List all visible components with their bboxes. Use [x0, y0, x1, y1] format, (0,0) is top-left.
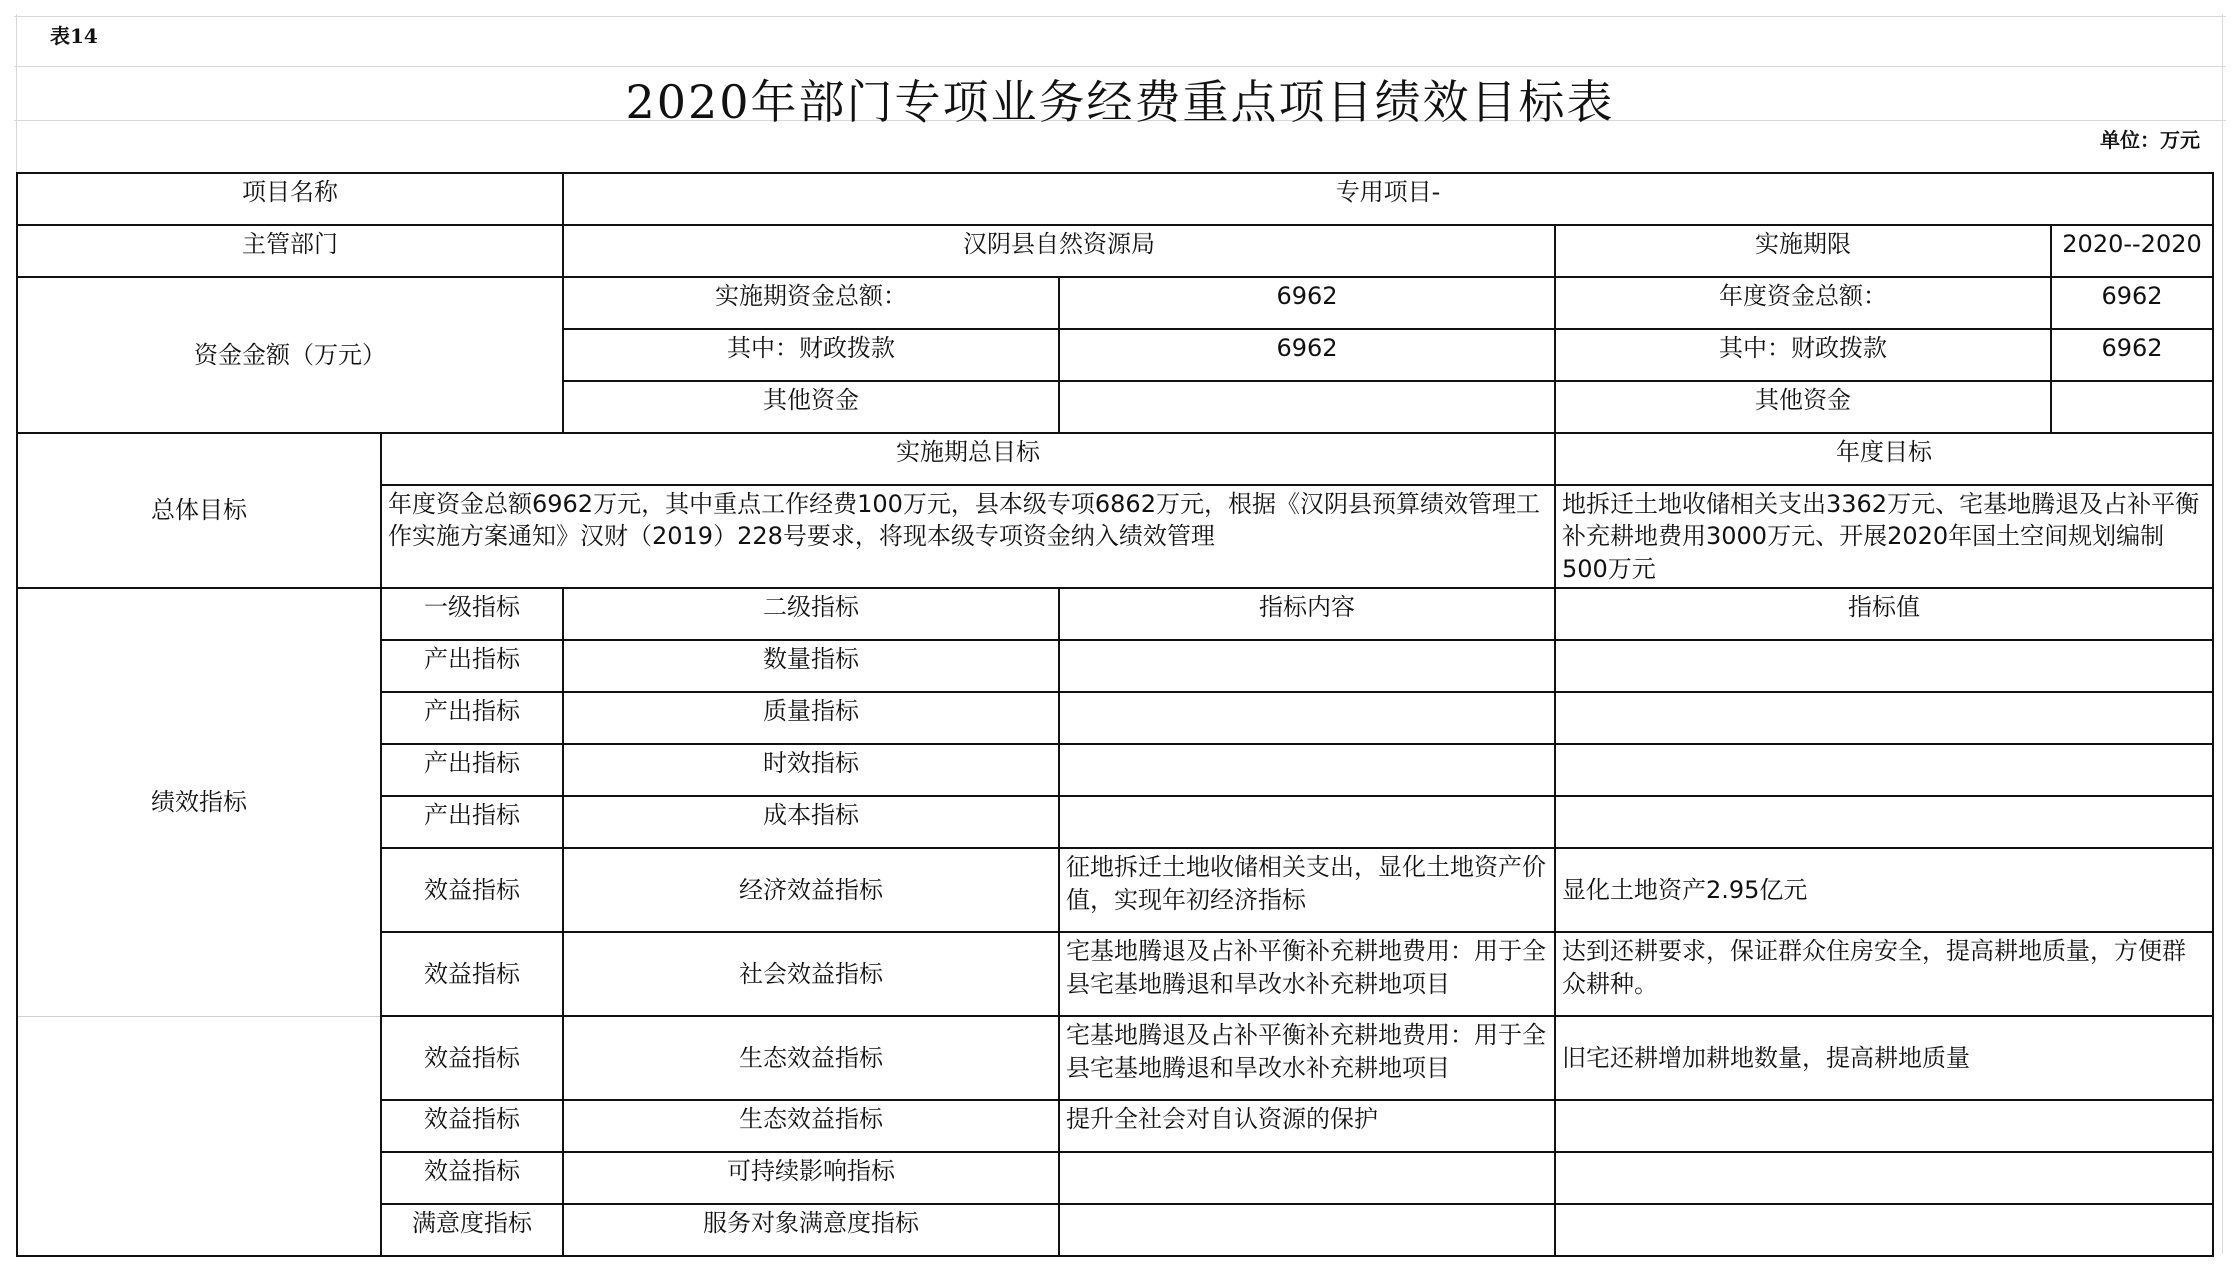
indicator-value[interactable] [1555, 1100, 2213, 1152]
indicator-header-value: 指标值 [1555, 588, 2213, 640]
indicator-value[interactable]: 旧宅还耕增加耕地数量，提高耕地质量 [1555, 1016, 2213, 1100]
period-goal-text[interactable]: 年度资金总额6962万元，其中重点工作经费100万元，县本级专项6862万元，根据《汉阴县预算绩效管理工作实施方案通知》汉财（2019）228号要求，将现本级专项资金纳入绩效管理 [381, 485, 1555, 588]
indicator-content[interactable] [1059, 692, 1555, 744]
indicator-level2: 数量指标 [563, 640, 1059, 692]
indicator-value[interactable]: 达到还耕要求，保证群众住房安全，提高耕地质量，方便群众耕种。 [1555, 932, 2213, 1016]
indicator-level1: 效益指标 [381, 848, 563, 932]
indicator-level2: 成本指标 [563, 796, 1059, 848]
sheet-gridline [14, 16, 2226, 17]
indicator-level2: 经济效益指标 [563, 848, 1059, 932]
funds-fiscal-label: 其中：财政拨款 [563, 329, 1059, 381]
period-goal-header: 实施期总目标 [381, 433, 1555, 485]
funds-total-value[interactable]: 6962 [1059, 277, 1555, 329]
indicator-level1: 效益指标 [381, 1100, 563, 1152]
performance-table [16, 172, 2214, 1257]
indicator-header-level1: 一级指标 [381, 588, 563, 640]
indicators-continuation-cell [17, 1016, 381, 1256]
sheet-gridline [2222, 14, 2223, 1254]
indicators-label: 绩效指标 [17, 588, 381, 1016]
indicator-level2: 社会效益指标 [563, 932, 1059, 1016]
funds-annual-total-label: 年度资金总额： [1555, 277, 2051, 329]
period-value[interactable]: 2020--2020 [2051, 225, 2213, 277]
indicator-level1: 效益指标 [381, 1152, 563, 1204]
funds-annual-other-label: 其他资金 [1555, 381, 2051, 433]
table-label: 表14 [50, 24, 98, 48]
indicator-header-content: 指标内容 [1059, 588, 1555, 640]
indicator-level1: 满意度指标 [381, 1204, 563, 1256]
indicator-value[interactable]: 显化土地资产2.95亿元 [1555, 848, 2213, 932]
page-title: 2020年部门专项业务经费重点项目绩效目标表 [625, 75, 1615, 129]
indicator-content[interactable]: 宅基地腾退及占补平衡补充耕地费用：用于全县宅基地腾退和旱改水补充耕地项目 [1059, 932, 1555, 1016]
indicator-value[interactable] [1555, 1152, 2213, 1204]
funds-other-value[interactable] [1059, 381, 1555, 433]
unit-label: 单位：万元 [2100, 128, 2200, 152]
funds-annual-other-value[interactable] [2051, 381, 2213, 433]
indicator-content[interactable]: 提升全社会对自认资源的保护 [1059, 1100, 1555, 1152]
project-name-value[interactable]: 专用项目- [563, 173, 2213, 225]
funds-fiscal-value[interactable]: 6962 [1059, 329, 1555, 381]
funds-annual-total-value[interactable]: 6962 [2051, 277, 2213, 329]
indicator-level1: 产出指标 [381, 692, 563, 744]
indicator-content[interactable] [1059, 1152, 1555, 1204]
indicator-level1: 产出指标 [381, 796, 563, 848]
funds-annual-fiscal-label: 其中：财政拨款 [1555, 329, 2051, 381]
indicator-content[interactable] [1059, 796, 1555, 848]
annual-goal-header: 年度目标 [1555, 433, 2213, 485]
indicator-content[interactable] [1059, 744, 1555, 796]
indicator-level2: 服务对象满意度指标 [563, 1204, 1059, 1256]
indicator-level2: 生态效益指标 [563, 1016, 1059, 1100]
dept-value[interactable]: 汉阴县自然资源局 [563, 225, 1555, 277]
indicator-content[interactable]: 宅基地腾退及占补平衡补充耕地费用：用于全县宅基地腾退和旱改水补充耕地项目 [1059, 1016, 1555, 1100]
indicator-level1: 产出指标 [381, 640, 563, 692]
indicator-value[interactable] [1555, 744, 2213, 796]
indicator-header-level2: 二级指标 [563, 588, 1059, 640]
indicator-level2: 质量指标 [563, 692, 1059, 744]
indicator-value[interactable] [1555, 1204, 2213, 1256]
indicator-content[interactable]: 征地拆迁土地收储相关支出，显化土地资产价值，实现年初经济指标 [1059, 848, 1555, 932]
table-row [17, 1016, 2213, 1100]
funds-label: 资金金额（万元） [17, 277, 563, 433]
period-label: 实施期限 [1555, 225, 2051, 277]
dept-label: 主管部门 [17, 225, 563, 277]
indicator-content[interactable] [1059, 640, 1555, 692]
funds-annual-fiscal-value[interactable]: 6962 [2051, 329, 2213, 381]
indicator-level2: 生态效益指标 [563, 1100, 1059, 1152]
indicator-level2: 时效指标 [563, 744, 1059, 796]
indicator-value[interactable] [1555, 640, 2213, 692]
indicator-value[interactable] [1555, 692, 2213, 744]
indicator-content[interactable] [1059, 1204, 1555, 1256]
indicator-level1: 效益指标 [381, 1016, 563, 1100]
funds-other-label: 其他资金 [563, 381, 1059, 433]
funds-total-label: 实施期资金总额： [563, 277, 1059, 329]
project-name-label: 项目名称 [17, 173, 563, 225]
goals-label: 总体目标 [17, 433, 381, 588]
annual-goal-text[interactable]: 地拆迁土地收储相关支出3362万元、宅基地腾退及占补平衡补充耕地费用3000万元、开展2020年国土空间规划编制500万元 [1555, 485, 2213, 588]
indicator-value[interactable] [1555, 796, 2213, 848]
indicator-level1: 效益指标 [381, 932, 563, 1016]
indicator-level2: 可持续影响指标 [563, 1152, 1059, 1204]
indicator-level1: 产出指标 [381, 744, 563, 796]
